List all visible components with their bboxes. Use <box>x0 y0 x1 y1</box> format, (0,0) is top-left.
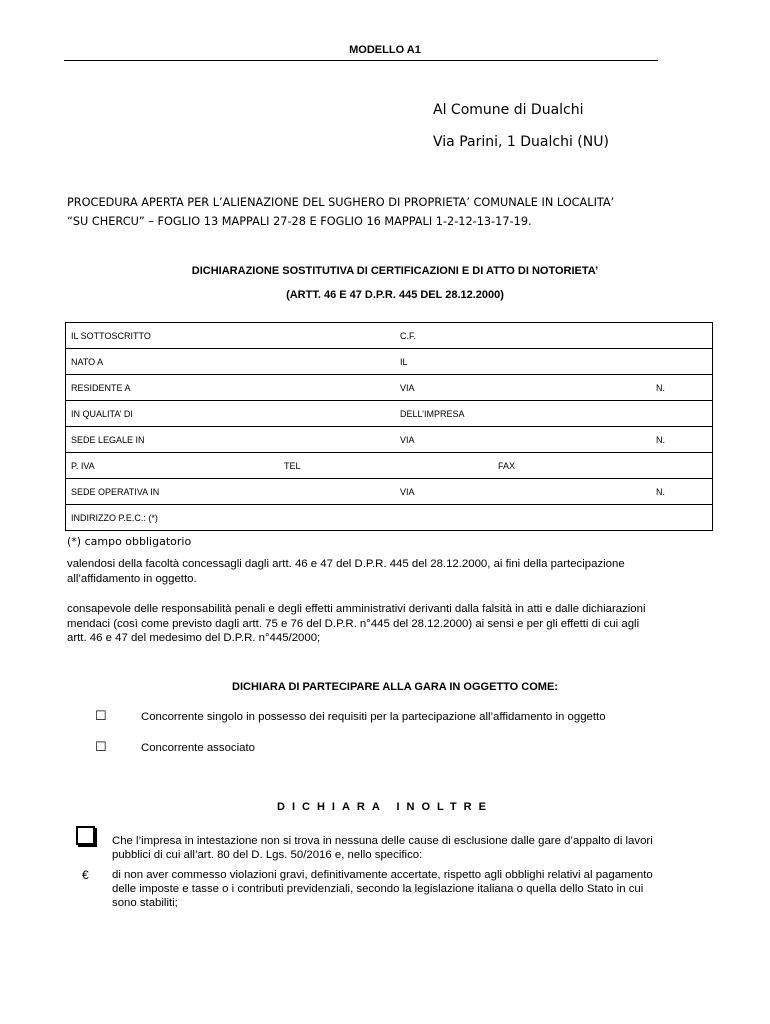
inoltre-item-esclusione <box>112 834 732 862</box>
form-field-qualita[interactable] <box>66 401 713 427</box>
form-field-pec[interactable] <box>66 505 713 531</box>
form-row-pec <box>66 505 713 531</box>
option-associato-checkbox[interactable]: ☐ <box>95 739 107 754</box>
procedure-line-2: “SU CHERCU” – FOGLIO 13 MAPPALI 27-28 E FOGLIO 16 MAPPALI 1-2-12-13-17-19. <box>67 215 532 228</box>
paragraph-line: Che l’impresa in intestazione non si trova in nessuna delle cause di esclusione dalle gare d’appalto di lavori <box>112 835 653 847</box>
label-il: IL <box>400 357 408 367</box>
dichiara-inoltre-title: DICHIARA INOLTRE <box>277 801 493 813</box>
form-row-sottoscritto <box>66 323 713 349</box>
label-sede-legale: SEDE LEGALE IN <box>71 435 145 445</box>
label-in-qualita: IN QUALITA’ DI <box>71 409 133 419</box>
form-row-sede-operativa <box>66 479 713 505</box>
form-field-residente[interactable] <box>66 375 713 401</box>
paragraph-line: sono stabiliti; <box>112 897 178 909</box>
paragraph-line: delle imposte e tasse o i contributi previdenziali, secondo la legislazione italiana o quella dello Stato in cui <box>112 883 644 895</box>
form-field-sottoscritto[interactable] <box>66 323 713 349</box>
label-cf: C.F. <box>400 331 417 341</box>
label-residente-a: RESIDENTE A <box>71 383 131 393</box>
paragraph-line: all’affidamento in oggetto. <box>67 572 197 585</box>
label-numero: N. <box>656 435 665 445</box>
form-field-sede-operativa[interactable] <box>66 479 713 505</box>
label-piva: P. IVA <box>71 461 95 471</box>
label-via: VIA <box>400 435 415 445</box>
required-field-note: (*) campo obbligatorio <box>67 535 192 548</box>
label-numero: N. <box>656 383 665 393</box>
form-field-piva[interactable] <box>66 453 713 479</box>
paragraph-line: consapevole delle responsabilità penali e degli effetti amministrativi derivanti dalla falsità in atti e dalle dichiarazioni <box>67 603 646 615</box>
form-row-residente <box>66 375 713 401</box>
form-field-nato[interactable] <box>66 349 713 375</box>
declaration-title: DICHIARAZIONE SOSTITUTIVA DI CERTIFICAZIONI E DI ATTO DI NOTORIETA’ <box>191 265 599 277</box>
label-sede-operativa: SEDE OPERATIVA IN <box>71 487 160 497</box>
label-via: VIA <box>400 383 415 393</box>
paragraph-line: mendaci (così come previsto dagli artt. 75 e 76 del D.P.R. n°445 del 28.12.2000) ai sensi e per gli effetti di cui agli <box>67 617 640 630</box>
inoltre-checkbox[interactable] <box>76 826 95 845</box>
personal-data-form <box>65 322 713 531</box>
dichiara-title: DICHIARA DI PARTECIPARE ALLA GARA IN OGGETTO COME: <box>232 681 558 693</box>
recipient-line-2: Via Parini, 1 Dualchi (NU) <box>433 134 609 150</box>
paragraph-facolta <box>67 557 732 586</box>
label-sottoscritto: IL SOTTOSCRITTO <box>71 331 151 341</box>
form-row-sede-legale <box>66 427 713 453</box>
form-row-qualita <box>66 401 713 427</box>
label-impresa: DELL’IMPRESA <box>400 409 465 419</box>
label-tel: TEL <box>284 461 301 471</box>
form-row-nato <box>66 349 713 375</box>
form-row-piva <box>66 453 713 479</box>
paragraph-line: di non aver commesso violazioni gravi, definitivamente accertate, rispetto agli obblighi relativi al pagamento <box>112 869 653 881</box>
bullet-icon: € <box>82 868 89 882</box>
procedure-line-1: PROCEDURA APERTA PER L’ALIENAZIONE DEL SUGHERO DI PROPRIETA’ COMUNALE IN LOCALITA’ <box>67 196 615 209</box>
header-divider <box>64 60 658 61</box>
label-nato-a: NATO A <box>71 357 104 367</box>
label-via: VIA <box>400 487 415 497</box>
recipient-line-1: Al Comune di Dualchi <box>433 102 584 118</box>
option-singolo-label: Concorrente singolo in possesso dei requisiti per la partecipazione all’affidamento in oggetto <box>141 711 606 723</box>
label-numero: N. <box>656 487 665 497</box>
label-pec: INDIRIZZO P.E.C.: (*) <box>71 513 158 523</box>
form-field-sede-legale[interactable] <box>66 427 713 453</box>
label-fax: FAX <box>498 461 516 471</box>
procedure-title <box>67 193 707 231</box>
option-associato-label: Concorrente associato <box>141 742 255 754</box>
paragraph-line: valendosi della facoltà concessagli dagli artt. 46 e 47 del D.P.R. 445 del 28.12.2000, ai fini della partecipazione <box>67 558 625 570</box>
paragraph-line: artt. 46 e 47 del medesimo del D.P.R. n°445/2000; <box>67 632 321 644</box>
inoltre-item-violazioni <box>112 868 732 910</box>
option-singolo-checkbox[interactable]: ☐ <box>95 708 107 723</box>
paragraph-consapevole <box>67 602 732 646</box>
paragraph-line: pubblici di cui all’art. 80 del D. Lgs. 50/2016 e, nello specifico: <box>112 849 423 861</box>
declaration-subtitle: (ARTT. 46 E 47 D.P.R. 445 DEL 28.12.2000) <box>286 289 504 301</box>
model-title: MODELLO A1 <box>349 44 421 56</box>
